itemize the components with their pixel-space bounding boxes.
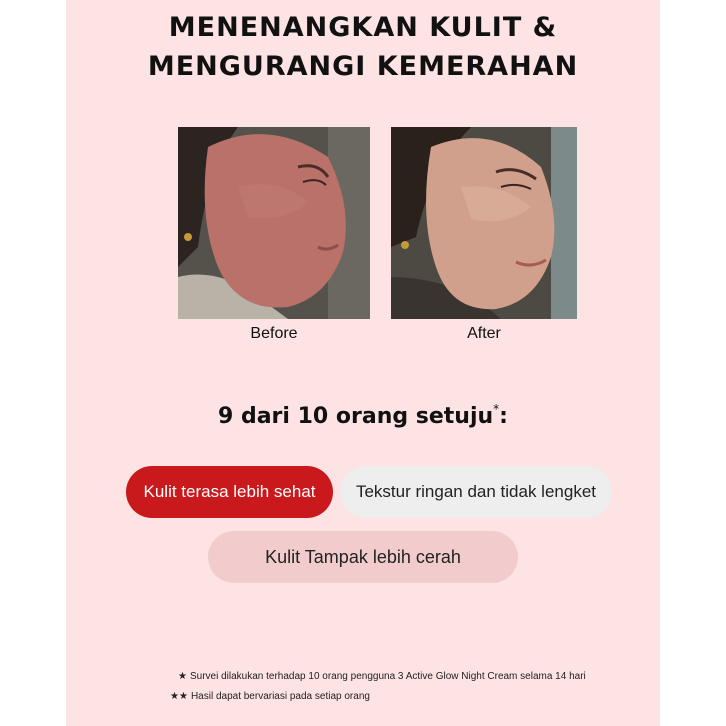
- result-footnote: [170, 691, 370, 702]
- before-photo: [178, 127, 370, 319]
- benefit-pill-healthier: Kulit terasa lebih sehat: [126, 466, 333, 518]
- survey-stat-suffix: :: [499, 404, 508, 429]
- before-caption: Before: [250, 325, 298, 342]
- survey-stat-text: 9 dari 10 orang setuju: [218, 404, 494, 429]
- benefit-pill-brighter: Kulit Tampak lebih cerah: [208, 531, 518, 583]
- survey-footnote: [178, 671, 586, 682]
- after-caption: After: [467, 325, 501, 342]
- headline-line-2: MENGURANGI KEMERAHAN: [147, 51, 579, 82]
- star-icon: ★: [178, 671, 187, 682]
- survey-stat: [66, 404, 660, 429]
- headline-line-1: MENENANGKAN KULIT &: [168, 12, 558, 43]
- benefit-pill-texture: Tekstur ringan dan tidak lengket: [340, 466, 612, 518]
- survey-footnote-text: Survei dilakukan terhadap 10 orang pengguna 3 Active Glow Night Cream selama 14 hari: [189, 671, 586, 682]
- after-photo: [391, 127, 577, 319]
- survey-asterisk: *: [493, 402, 500, 416]
- double-star-icon: ★★: [170, 691, 188, 702]
- result-footnote-text: Hasil dapat bervariasi pada setiap orang: [190, 691, 370, 702]
- promo-panel: [66, 0, 660, 726]
